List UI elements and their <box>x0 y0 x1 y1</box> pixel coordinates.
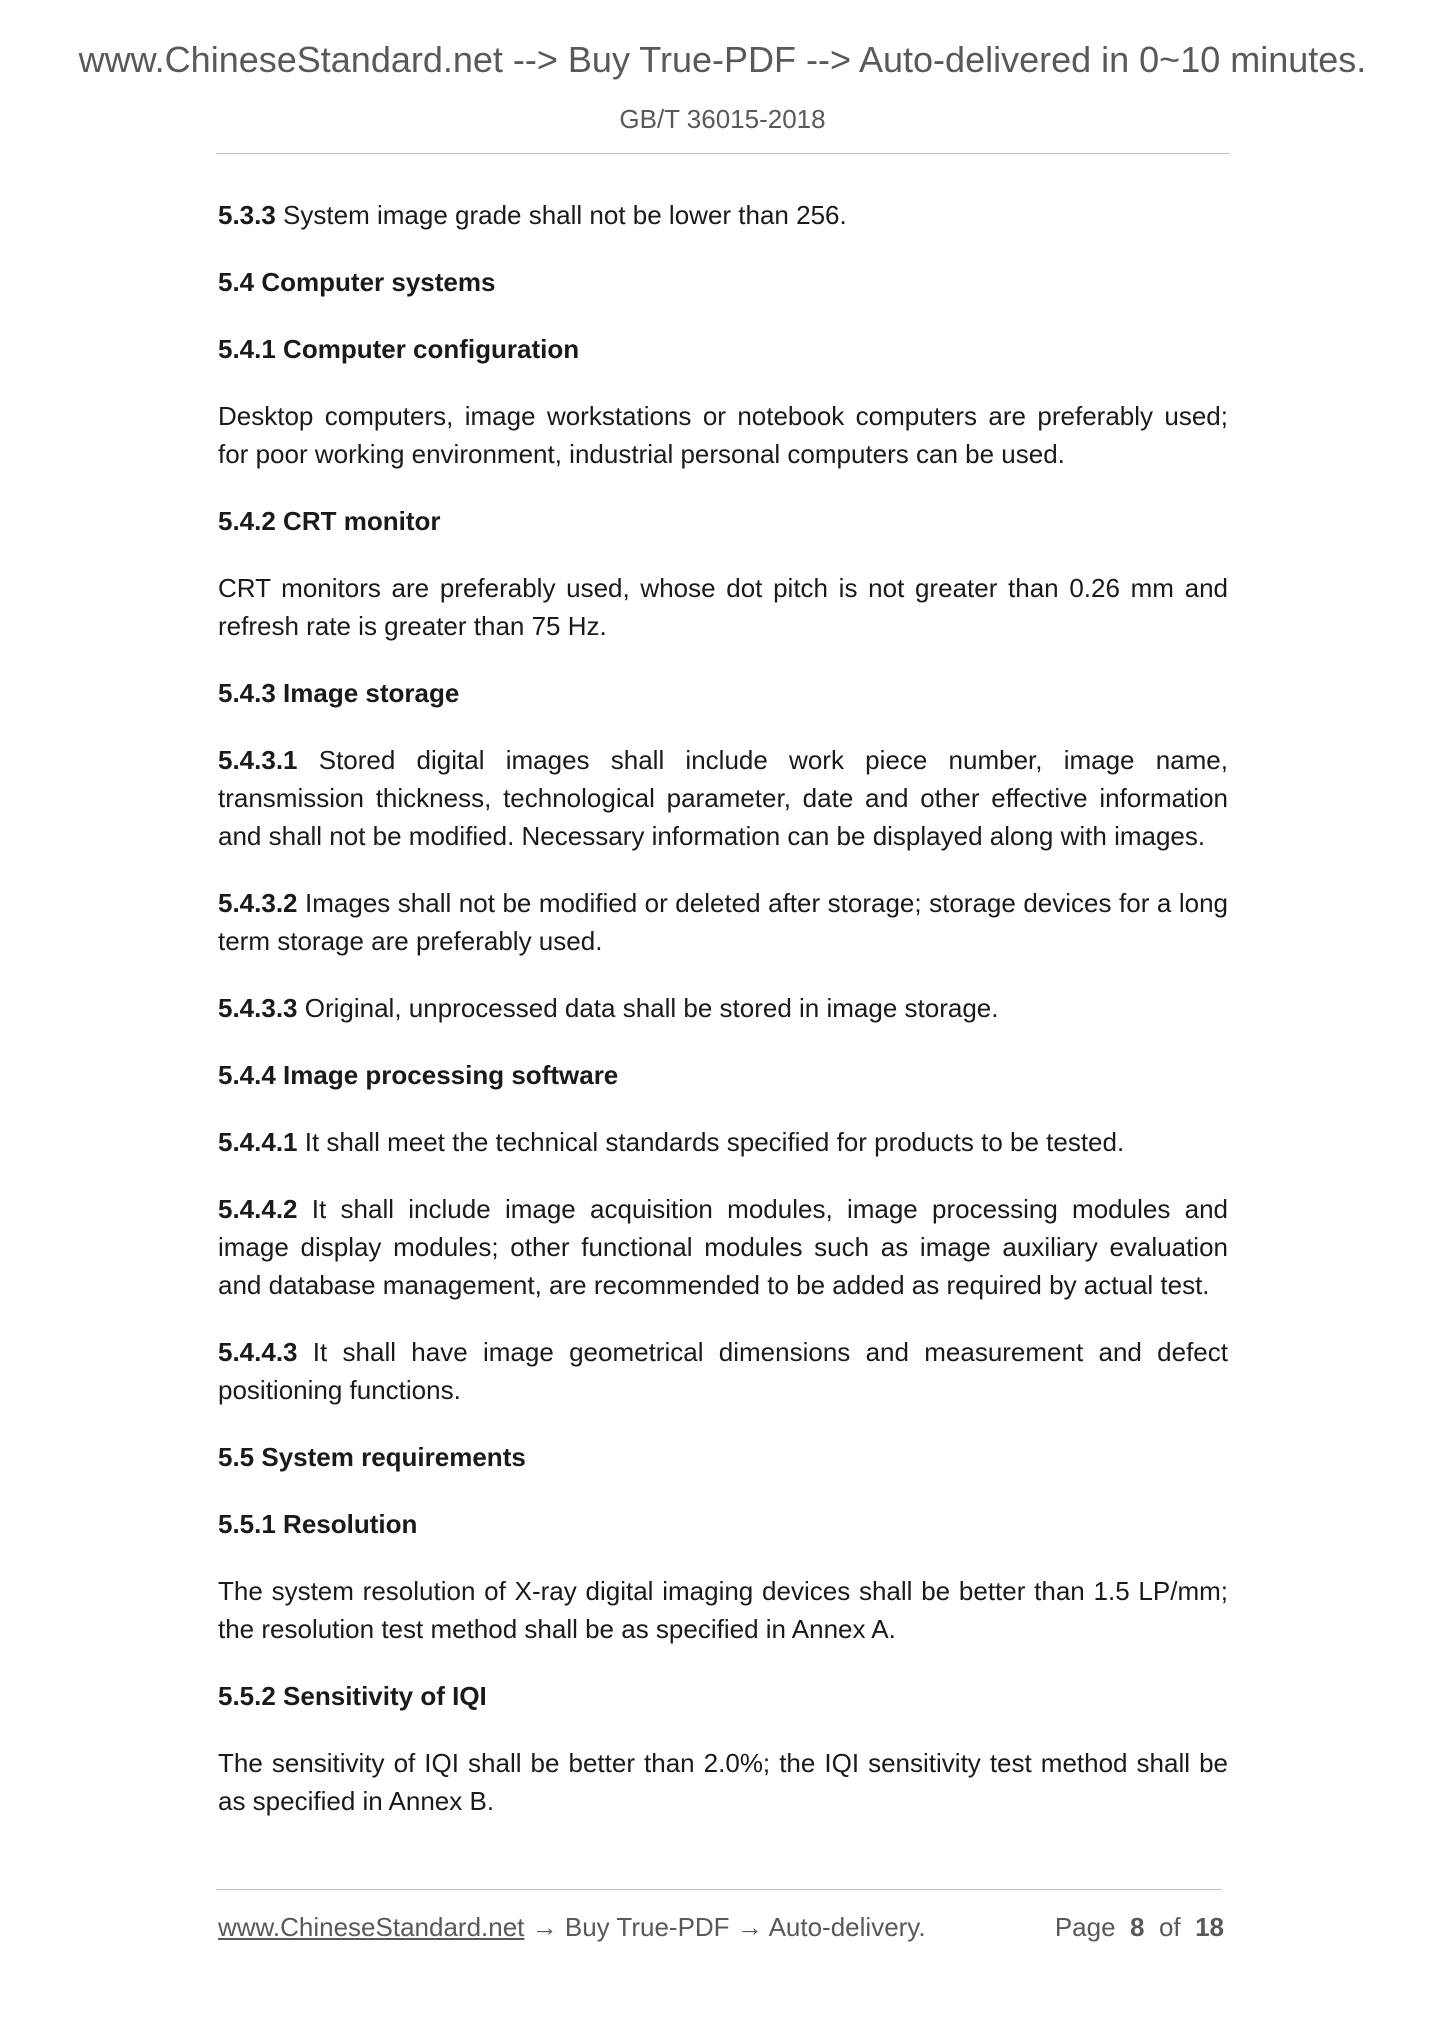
footer-site-link[interactable]: www.ChineseStandard.net <box>218 1912 525 1942</box>
heading-5-4-4: 5.4.4 Image processing software <box>218 1060 619 1090</box>
clause-number: 5.4.3.1 <box>218 745 298 775</box>
heading-5-5-1: 5.5.1 Resolution <box>218 1509 418 1539</box>
heading-5-4-2: 5.4.2 CRT monitor <box>218 506 441 536</box>
clause-text: Images shall not be modified or deleted after storage; storage devices for a long term storage are preferably used. <box>218 888 1228 956</box>
clause-text: It shall have image geometrical dimensions and measurement and defect positioning functions. <box>218 1337 1228 1405</box>
clause-number: 5.4.4.1 <box>218 1127 298 1157</box>
clause-number: 5.4.3.2 <box>218 888 298 918</box>
header-divider <box>216 153 1230 154</box>
page-indicator <box>1055 1910 1224 1944</box>
paragraph-crt-monitor: CRT monitors are preferably used, whose dot pitch is not greater than 0.26 mm and refresh rate is greater than 75 Hz. <box>218 573 1228 641</box>
page-label: Page <box>1054 1912 1116 1942</box>
heading-5-4: 5.4 Computer systems <box>218 267 496 297</box>
clause-text: It shall include image acquisition modules, image processing modules and image display modules; other functional modules such as image auxiliary evaluation and database management, are recommended to be added as required by actual test. <box>218 1194 1228 1300</box>
clause-number: 5.3.3 <box>218 200 276 230</box>
clause-text: It shall meet the technical standards specified for products to be tested. <box>297 1127 1125 1157</box>
footer-tagline: → Buy True-PDF → Auto-delivery. <box>524 1912 926 1942</box>
clause-text: System image grade shall not be lower than 256. <box>275 200 847 230</box>
heading-5-4-3: 5.4.3 Image storage <box>218 678 460 708</box>
paragraph-computer-configuration: Desktop computers, image workstations or notebook computers are preferably used; for poor working environment, industrial personal computers can be used. <box>218 401 1228 469</box>
clause-5-4-3-3 <box>218 989 1228 1027</box>
footer-promo <box>218 1910 926 1944</box>
standard-code: GB/T 36015-2018 <box>619 104 826 134</box>
heading-5-5-2: 5.5.2 Sensitivity of IQI <box>218 1681 487 1711</box>
clause-number: 5.4.4.2 <box>218 1194 298 1224</box>
heading-5-5: 5.5 System requirements <box>218 1442 526 1472</box>
header-banner: www.ChineseStandard.net --> Buy True-PDF --> Auto-delivered in 0~10 minutes. <box>78 39 1367 80</box>
of-label: of <box>1158 1912 1181 1942</box>
clause-5-4-4-1 <box>218 1123 1228 1161</box>
clause-5-3-3 <box>218 196 1228 234</box>
document-body <box>218 196 1228 1849</box>
clause-number: 5.4.3.3 <box>218 993 298 1023</box>
clause-number: 5.4.4.3 <box>218 1337 298 1367</box>
paragraph-resolution: The system resolution of X-ray digital imaging devices shall be better than 1.5 LP/mm; the resolution test method shall be as specified in Annex A. <box>218 1576 1228 1644</box>
clause-5-4-3-2 <box>218 884 1228 960</box>
clause-text: Stored digital images shall include work piece number, image name, transmission thickness, technological parameter, date and other effective information and shall not be modified. Necessary information can be displayed along with images. <box>218 745 1228 851</box>
paragraph-iqi-sensitivity: The sensitivity of IQI shall be better than 2.0%; the IQI sensitivity test method shall be as specified in Annex B. <box>218 1748 1228 1816</box>
page-number: 8 <box>1130 1912 1145 1942</box>
heading-5-4-1: 5.4.1 Computer configuration <box>218 334 580 364</box>
page-total: 18 <box>1195 1912 1224 1942</box>
clause-5-4-4-2 <box>218 1190 1228 1304</box>
clause-5-4-3-1 <box>218 741 1228 855</box>
clause-5-4-4-3 <box>218 1333 1228 1409</box>
clause-text: Original, unprocessed data shall be stored in image storage. <box>297 993 999 1023</box>
footer-divider <box>216 1889 1222 1890</box>
